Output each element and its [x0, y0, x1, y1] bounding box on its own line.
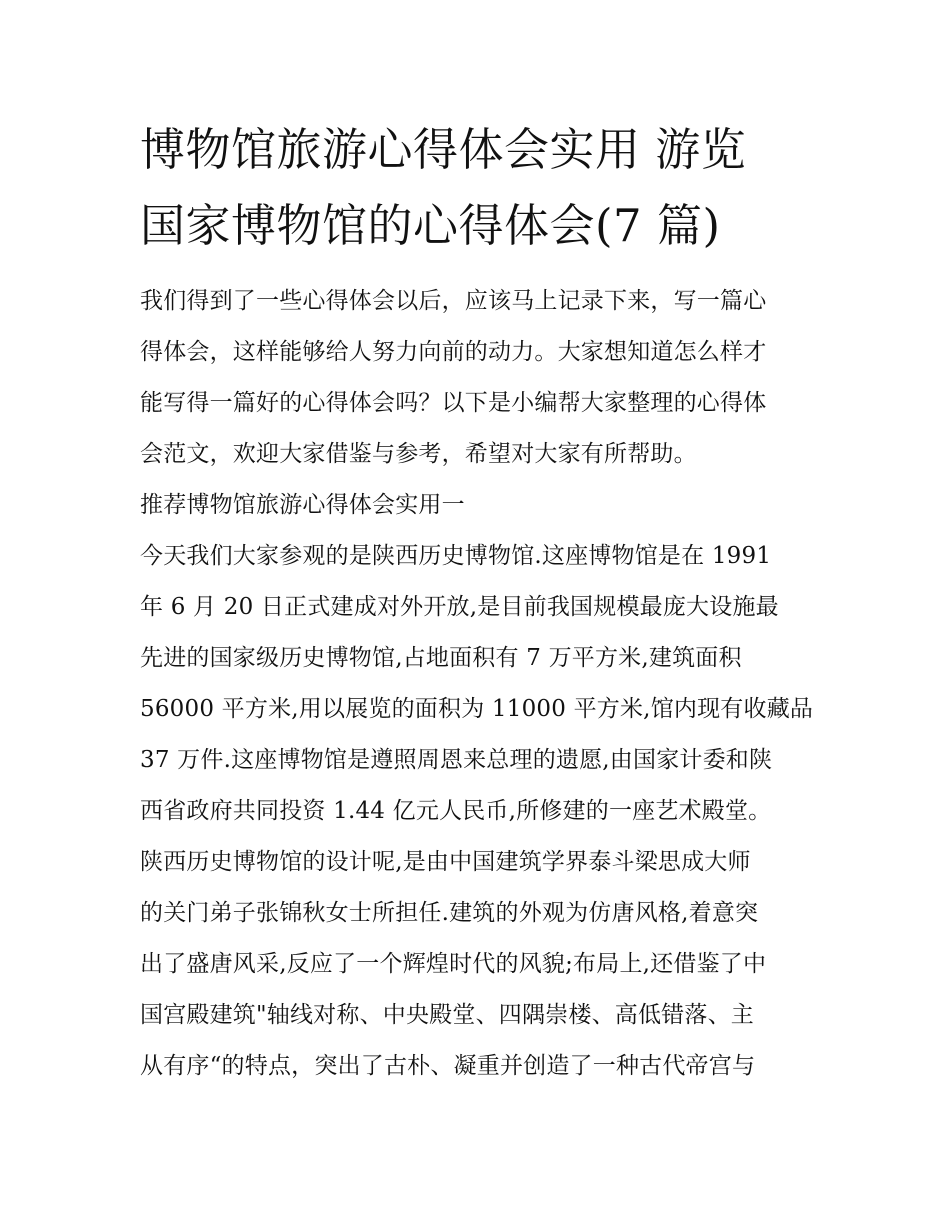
paragraph-line-1: 今天我们大家参观的是陕西历史博物馆.这座博物馆是在 1991 [140, 543, 772, 569]
paragraph-line-2: 年 6 月 20 日正式建成对外开放,是目前我国规模最庞大设施最 [140, 594, 779, 620]
intro-line-1: 我们得到了一些心得体会以后，应该马上记录下来，写一篇心 [140, 288, 767, 314]
intro-line-3: 能写得一篇好的心得体会吗？以下是小编帮大家整理的心得体 [140, 390, 767, 416]
paragraph-line-3: 先进的国家级历史博物馆,占地面积有 7 万平方米,建筑面积 [140, 645, 742, 671]
section-heading: 推荐博物馆旅游心得体会实用一 [140, 492, 465, 518]
paragraph-line-10: 国宫殿建筑"轴线对称、中央殿堂、四隅崇楼、高低错落、主 [140, 1002, 754, 1028]
intro-line-2: 得体会，这样能够给人努力向前的动力。大家想知道怎么样才 [140, 339, 767, 365]
document-body [140, 276, 820, 1092]
paragraph-line-11: 从有序“的特点，突出了古朴、凝重并创造了一种古代帝宫与 [140, 1053, 756, 1079]
paragraph-line-6: 西省政府共同投资 1.44 亿元人民币,所修建的一座艺术殿堂。 [140, 798, 772, 824]
title-line-2: 国家博物馆的心得体会(7 篇) [140, 199, 721, 252]
title-line-1: 博物馆旅游心得体会实用 游览 [140, 123, 747, 176]
paragraph-line-4: 56000 平方米,用以展览的面积为 11000 平方米,馆内现有收藏品 [140, 696, 814, 722]
intro-line-4: 会范文，欢迎大家借鉴与参考，希望对大家有所帮助。 [140, 441, 697, 467]
document-title [140, 112, 820, 264]
paragraph-line-5: 37 万件.这座博物馆是遵照周恩来总理的遗愿,由国家计委和陕 [140, 747, 773, 773]
paragraph-line-7: 陕西历史博物馆的设计呢,是由中国建筑学界泰斗梁思成大师 [140, 849, 751, 875]
paragraph-line-9: 出了盛唐风采,反应了一个辉煌时代的风貌;布局上,还借鉴了中 [140, 951, 767, 977]
paragraph-line-8: 的关门弟子张锦秋女士所担任.建筑的外观为仿唐风格,着意突 [140, 900, 759, 926]
